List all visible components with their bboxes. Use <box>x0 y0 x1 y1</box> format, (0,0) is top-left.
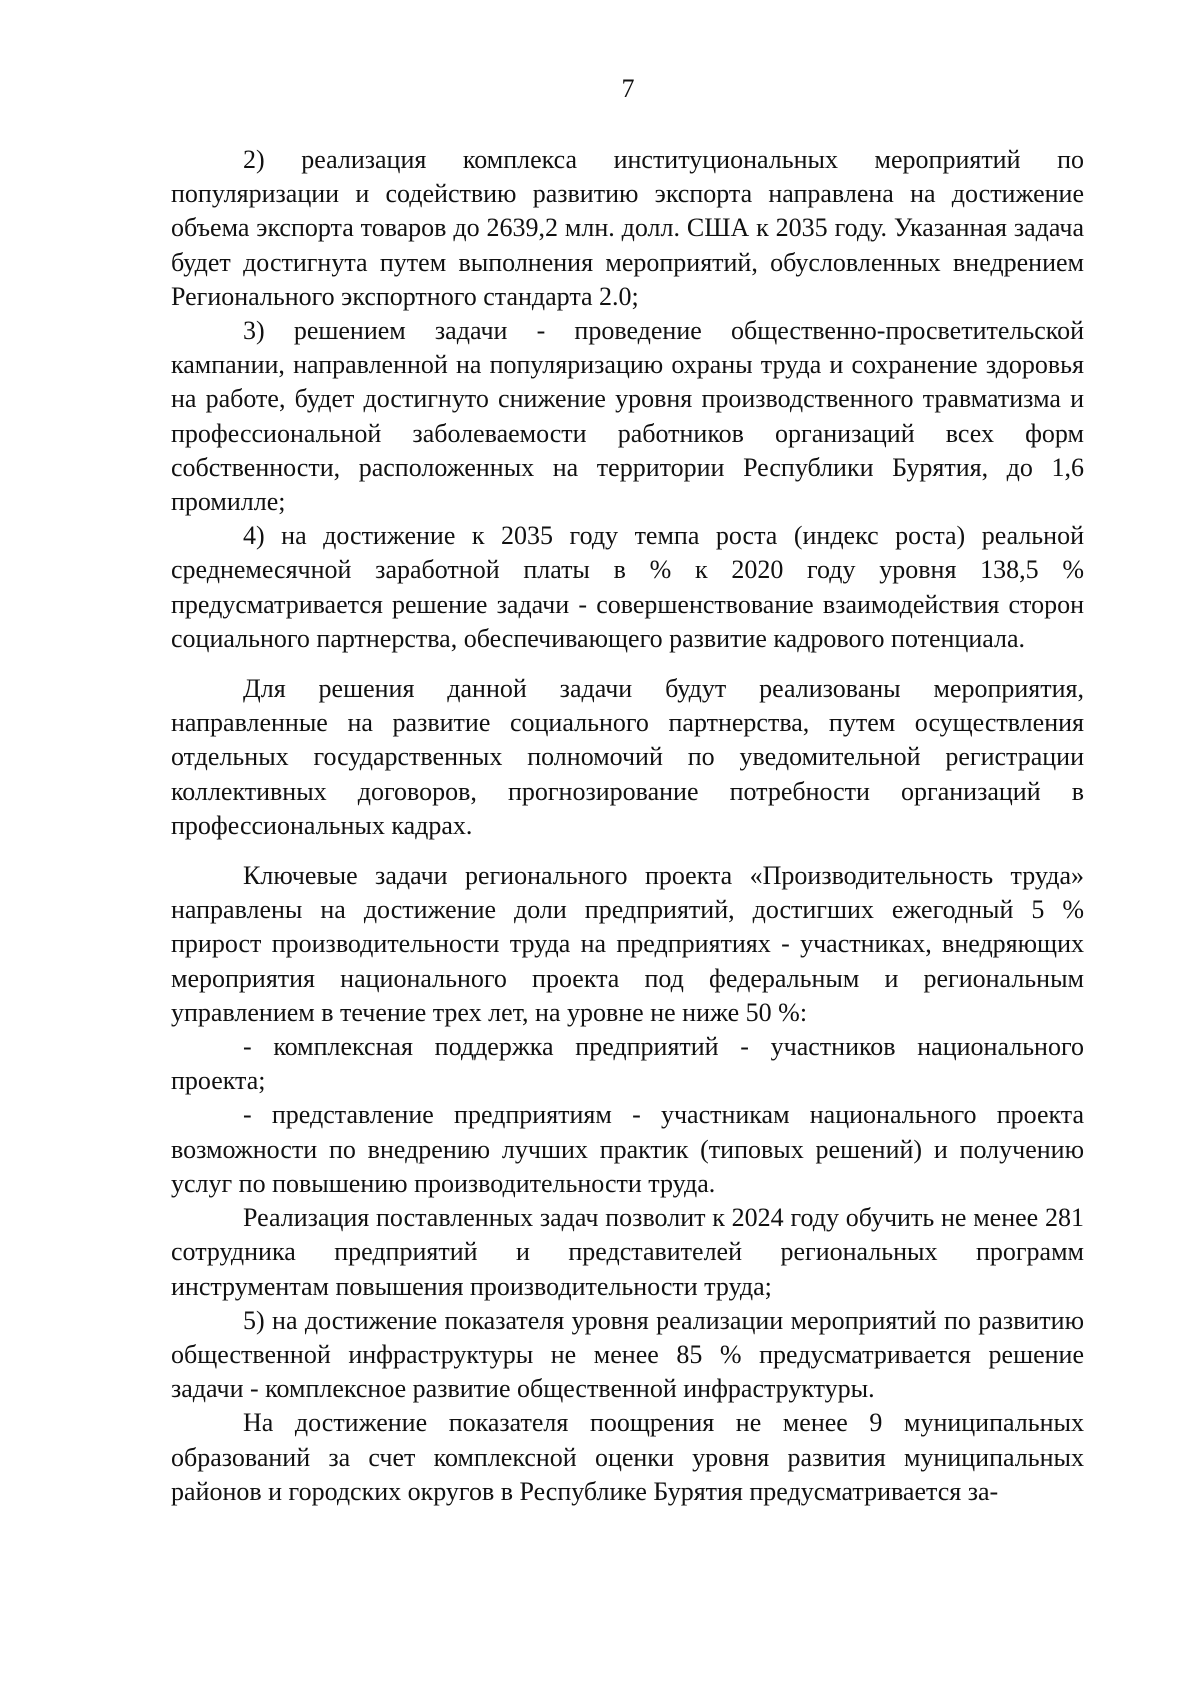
list-item-best-practices: - представление предприятиям - участникам национального проекта возможности по внедрению лучших практик (типовых решений) и получению услуг по повышению производительности труда. <box>171 1100 1084 1198</box>
paragraph-export-task: 2) реализация комплекса институциональных мероприятий по популяризации и содействию развитию экспорта направлена на достижение объема экспорта товаров до 2639,2 млн. долл. США к 2035 году. Указанная задача будет достигнута путем выполнения мероприятий, обусловленных внедрением Регионального экспортного стандарта 2.0; <box>171 145 1084 311</box>
paragraph-municipal-incentive: На достижение показателя поощрения не менее 9 муниципальных образований за счет комплексной оценки уровня развития муниципальных районов и городских округов в Республике Бурятия предусматривается за- <box>171 1408 1084 1506</box>
paragraph-labor-safety-task: 3) решением задачи - проведение общественно-просветительской кампании, направленной на популяризацию охраны труда и сохранение здоровья на работе, будет достигнуто снижение уровня производственного травматизма и профессиональной заболеваемости работников организаций всех форм собственности, расположенных на территории Республики Бурятия, до 1,6 промилле; <box>171 316 1084 517</box>
paragraph-training: Реализация поставленных задач позволит к 2024 году обучить не менее 281 сотрудника предприятий и представителей региональных программ инструментам повышения производительности труда; <box>171 1203 1084 1301</box>
paragraph-social-partnership: Для решения данной задачи будут реализованы мероприятия, направленные на развитие социального партнерства, путем осуществления отдельных государственных полномочий по уведомительной регистрации коллективных договоров, прогнозирование потребности организаций в профессиональных кадрах. <box>171 674 1084 840</box>
list-item-complex-support: - комплексная поддержка предприятий - участников национального проекта; <box>171 1032 1084 1096</box>
paragraph-productivity-project: Ключевые задачи регионального проекта «Производительность труда» направлены на достижение доли предприятий, достигших ежегодный 5 % прирост производительности труда на предприятиях - участниках, внедряющих мероприятия национального проекта под федеральным и региональным управлением в течение трех лет, на уровне не ниже 50 %: <box>171 861 1084 1027</box>
paragraph-infrastructure-task: 5) на достижение показателя уровня реализации мероприятий по развитию общественной инфраструктуры не менее 85 % предусматривается решение задачи - комплексное развитие общественной инфраструктуры. <box>171 1305 1084 1404</box>
page-number: 7 <box>621 74 635 103</box>
document-body <box>171 143 1084 1509</box>
paragraph-wage-growth-task: 4) на достижение к 2035 году темпа роста (индекс роста) реальной среднемесячной заработной платы в % к 2020 году уровня 138,5 % предусматривается решение задачи - совершенствование взаимодействия сторон социального партнерства, обеспечивающего развитие кадрового потенциала. <box>171 521 1084 653</box>
